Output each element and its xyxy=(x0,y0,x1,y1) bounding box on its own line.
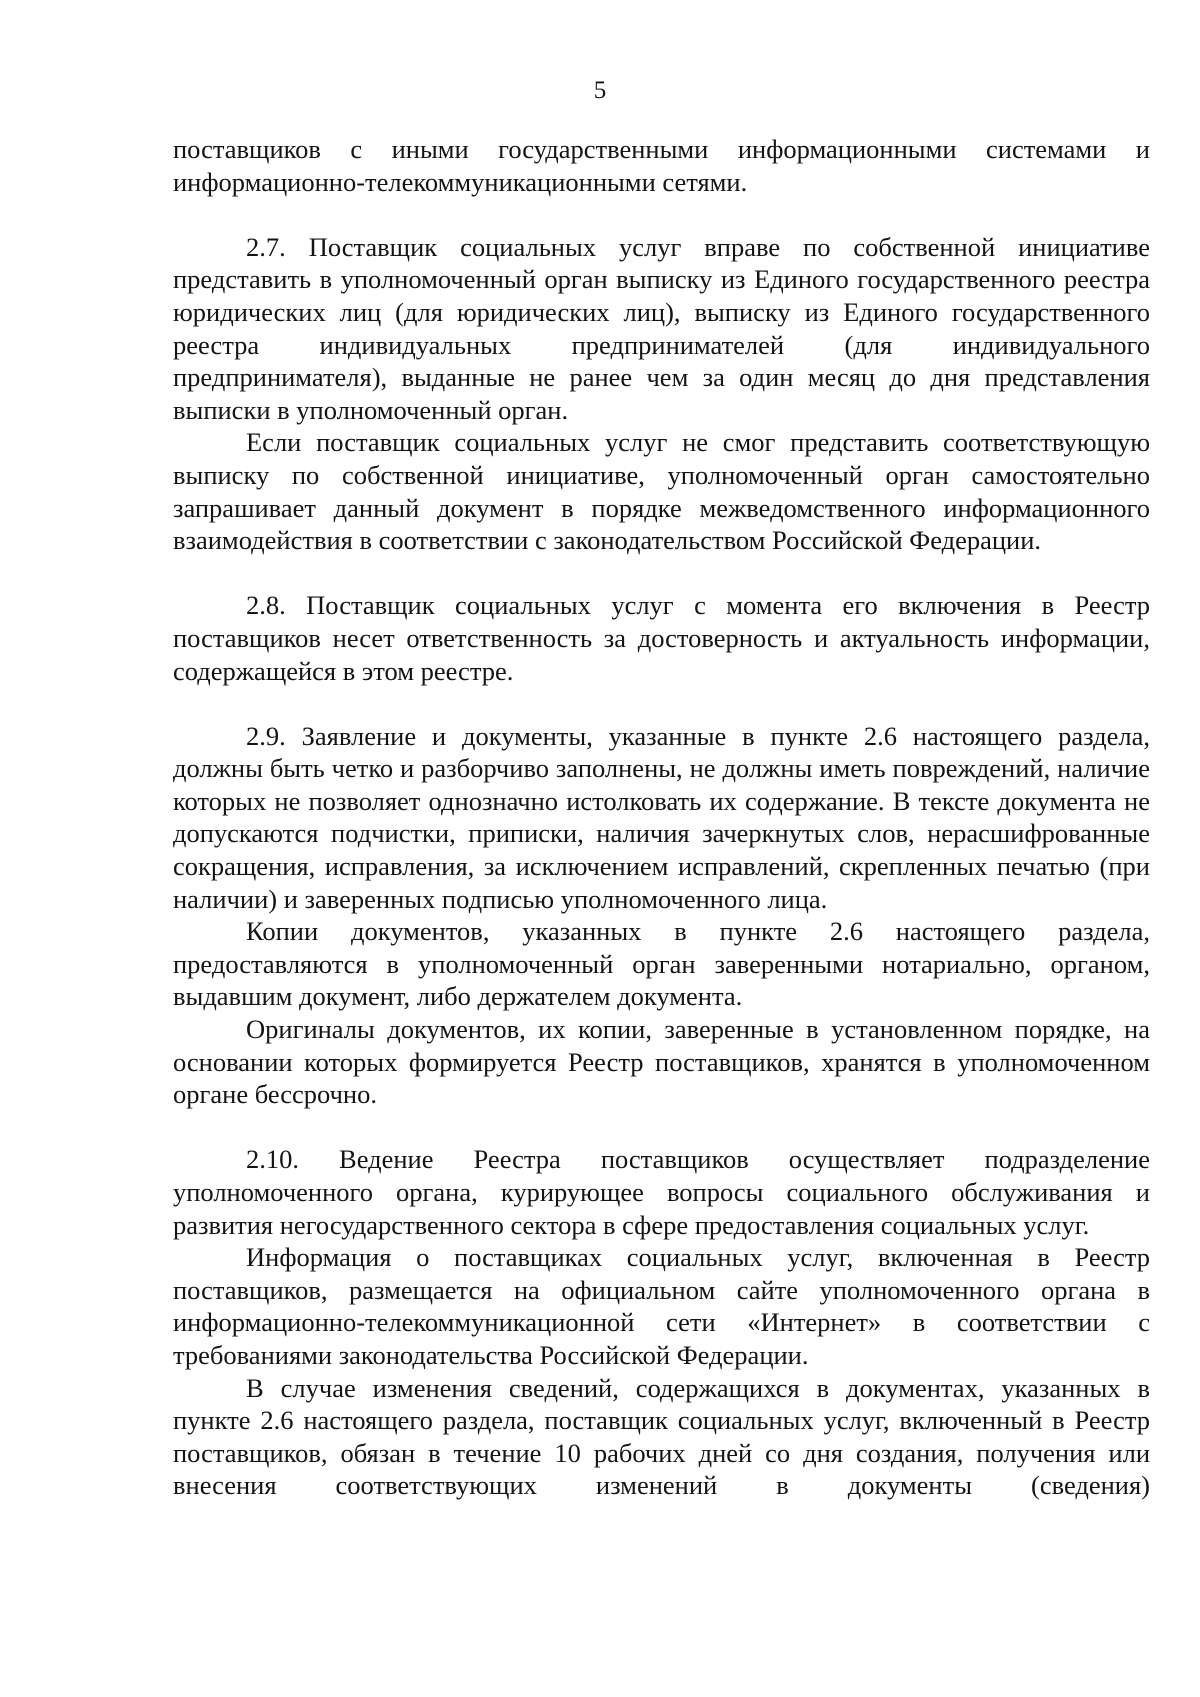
paragraph-2-9-copies: Копии документов, указанных в пункте 2.6 настоящего раздела, предоставляются в уполномоченный орган заверенными нотариально, органом, выдавшим документ, либо держателем документа. xyxy=(173,916,1150,1012)
paragraph-2-10: 2.10. Ведение Реестра поставщиков осуществляет подразделение уполномоченного органа, курирующее вопросы социального обслуживания и развития негосударственного сектора в сфере предоставления социальных услуг. xyxy=(173,1144,1150,1240)
paragraph-2-7-continued: Если поставщик социальных услуг не смог представить соответствующую выписку по собственной инициативе, уполномоченный орган самостоятельно запрашивает данный документ в порядке межведомственного информационного взаимодействия в соответствии с законодательством Российской Федерации. xyxy=(173,427,1150,556)
paragraph-2-10-information: Информация о поставщиках социальных услуг, включенная в Реестр поставщиков, размещается на официальном сайте уполномоченного органа в информационно-телекоммуникационной сети «Интернет» в соответствии с требованиями законодательства Российской Федерации. xyxy=(173,1242,1150,1370)
paragraph-2-9-originals: Оригиналы документов, их копии, заверенные в установленном порядке, на основании которых формируется Реестр поставщиков, хранятся в уполномоченном органе бессрочно. xyxy=(173,1014,1150,1110)
page-number: 5 xyxy=(593,77,607,104)
paragraph-2-10-changes: В случае изменения сведений, содержащихся в документах, указанных в пункте 2.6 настоящего раздела, поставщик социальных услуг, включенный в Реестр поставщиков, обязан в течение 10 рабочих дней со дня создания, получения или внесения соответствующих изменений в документы (сведения) xyxy=(173,1372,1150,1501)
paragraph-2-9: 2.9. Заявление и документы, указанные в пункте 2.6 настоящего раздела, должны быть четко и разборчиво заполнены, не должны иметь повреждений, наличие которых не позволяет однозначно истолковать их содержание. В тексте документа не допускаются подчистки, приписки, наличия зачеркнутых слов, нерасшифрованные сокращения, исправления, за исключением исправлений, скрепленных печатью (при наличии) и заверенных подписью уполномоченного лица. xyxy=(173,720,1150,914)
paragraph-continuation: поставщиков с иными государственными информационными системами и информационно-телекоммуникационными сетями. xyxy=(173,134,1150,197)
paragraph-2-8: 2.8. Поставщик социальных услуг с момента его включения в Реестр поставщиков несет ответственность за достоверность и актуальность информации, содержащейся в этом реестре. xyxy=(173,590,1150,686)
document-body xyxy=(173,133,1150,1502)
paragraph-2-7: 2.7. Поставщик социальных услуг вправе по собственной инициативе представить в уполномоченный орган выписку из Единого государственного реестра юридических лиц (для юридических лиц), выписку из Единого государственного реестра индивидуальных предпринимателей (для индивидуального предпринимателя), выданные не ранее чем за один месяц до дня представления выписки в уполномоченный орган. xyxy=(173,231,1150,425)
